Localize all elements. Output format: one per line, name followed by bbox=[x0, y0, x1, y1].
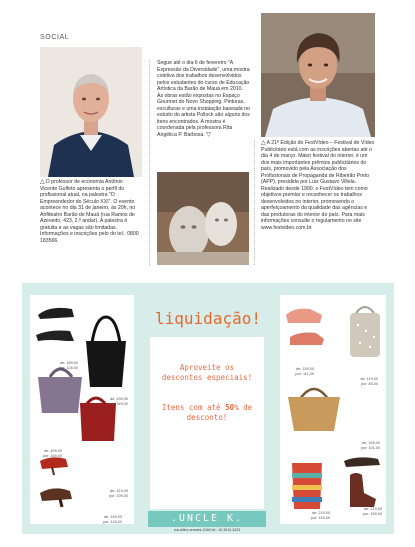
brand-bar bbox=[148, 511, 266, 527]
caption-professor bbox=[40, 179, 140, 244]
exhibition-article bbox=[157, 60, 250, 138]
brand-name: .UNCLE K. bbox=[170, 513, 244, 524]
left-products-panel bbox=[30, 295, 134, 524]
column-divider-2 bbox=[254, 140, 255, 265]
section-label: SOCIAL bbox=[40, 34, 70, 41]
price-tag: de: 119,00 por: 83,00 bbox=[360, 377, 378, 386]
triangle-icon-2: △ bbox=[261, 140, 266, 146]
exhibition-text: Segue até o dia 6 de fevereiro "A Expressão da Diversidade", uma mostra coletiva dos trabalhos desenvolvidos pelos estudantes do curso de Educação Artística da Barão de Mauá em 2010. As obras estão expostas no Espaço Gourmet do Novo Shopping. Pinturas, esculturas e uma instalação baseada no estudo do artista Pollock são alguns dos itens encontrados. A mostra é coordenada pela professora Rita Angélica P. Barbosa. bbox=[157, 60, 250, 138]
price-tag: de: 169,00 por: 101,00 bbox=[360, 441, 380, 450]
sale-advertisement bbox=[22, 283, 394, 534]
price-tag: de: 419,00 por: 109,00 bbox=[108, 489, 128, 498]
caption-festvideo bbox=[261, 140, 376, 231]
sale-headline: liquidação! bbox=[155, 309, 261, 328]
price-tag: de: 499,00 por: 349,00 bbox=[108, 397, 128, 406]
promo-panel bbox=[150, 337, 264, 509]
price-tag: de: 499,00 por: 349,00 bbox=[42, 449, 62, 458]
triangle-down-icon: ▽ bbox=[206, 131, 211, 138]
portrait-photo-festvideo bbox=[261, 13, 375, 137]
price-tag: de: 219,00 por: 153,00 bbox=[362, 507, 382, 516]
promo-text-1: Aproveite os descontos especiais! bbox=[161, 363, 253, 382]
promo-text-2: Itens com até 50% de desconto! bbox=[161, 403, 253, 422]
caption-professor-text: O professor de economia Antônio Vicente Golfeto apresenta o perfil do profissional atual, na palestra "O Empreendedor do Século XXI". O evento acontece no dia 31 de janeiro, às 20h, no Anfiteatro Barão de Mauá (rua Ramos de Azevedo, 423, 2.º andar). A palestra é gratuita e as vagas são limitadas. Informações e inscrições pelo do tel.: 0800 183566. bbox=[40, 179, 139, 244]
sculpture-photo bbox=[157, 172, 249, 265]
portrait-photo-professor bbox=[40, 47, 142, 177]
column-divider bbox=[149, 60, 150, 265]
right-products-illustration bbox=[280, 295, 386, 524]
price-tag: de: 159,00 por: 111,00 bbox=[295, 367, 314, 376]
price-tag: de: 189,00 por: 126,00 bbox=[58, 361, 78, 370]
triangle-icon: △ bbox=[40, 179, 45, 185]
right-products-panel bbox=[280, 295, 386, 524]
price-tag: de: 219,00 por: 153,00 bbox=[310, 511, 330, 520]
caption-festvideo-text: A 21ª Edição do FestVídeo – Festival de Vídeo Publicitário está com as inscrições abertas até o dia 4 de março. Maior festival do interior, é um dos mais importantes prêmios publicitários do país, promovido pela Associação dos Profissionais de Propaganda de Ribeirão Preto (APP), presidida por Luiz Gustavo Villela. Realizado desde 1990, o FestVídeo tem como objetivos premiar e reconhecer os trabalhos desenvolvidos no interior, promovendo o aperfeiçoamento da qualidade das agências e das produtoras do interior do país. Para mais informações consulte o regulamento no site www.festvideo.com.br. bbox=[261, 140, 375, 231]
store-address: rua altino arantes 1066 tel.: 16 3610.3423 bbox=[173, 528, 241, 532]
price-tag: de: 169,00 por: 118,00 bbox=[103, 515, 122, 524]
